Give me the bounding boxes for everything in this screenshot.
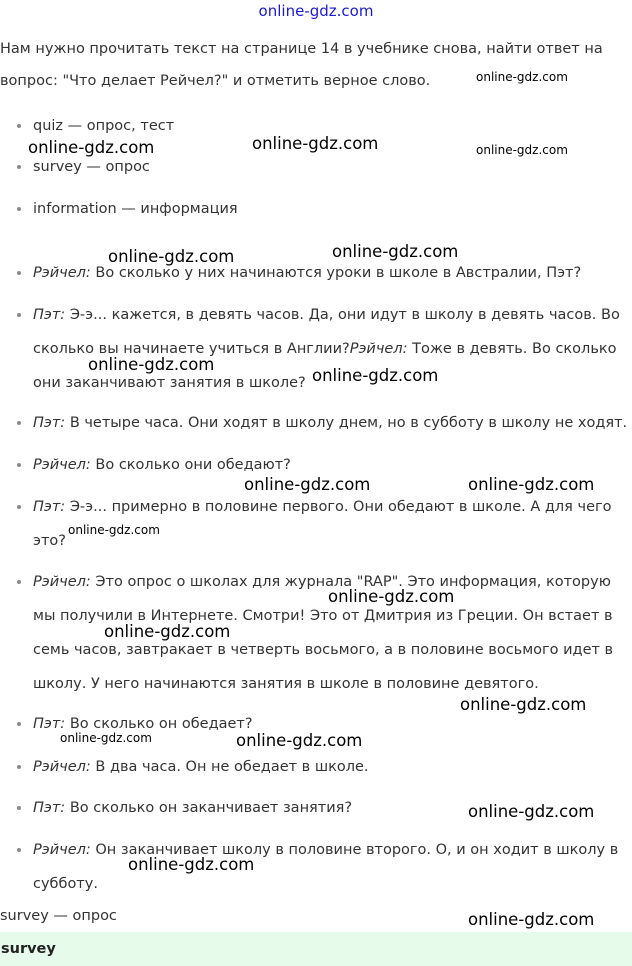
- vocab-text: information — информация: [33, 201, 238, 217]
- vocab-text: quiz — опрос, тест: [33, 118, 175, 134]
- watermark: online-gdz.com: [312, 366, 439, 385]
- answer-highlight: survey: [0, 932, 632, 966]
- dialogue-text: Он заканчивает школу в половине второго. О, и он ходит в школу в субботу.: [33, 842, 619, 892]
- speaker-label: Пэт:: [33, 800, 66, 816]
- dialogue-text: Во сколько они обедают?: [95, 457, 291, 473]
- watermark: online-gdz.com: [28, 138, 155, 157]
- speaker-label: Рэйчел:: [33, 842, 91, 858]
- bullet-icon: [17, 421, 21, 425]
- dialogue-text: Во сколько он заканчивает занятия?: [69, 800, 353, 816]
- speaker-label: Рэйчел:: [33, 759, 91, 775]
- dialogue-text: Во сколько он обедает?: [69, 716, 253, 732]
- dialogue-text: Тоже в девять. Во сколько они заканчивают занятия в школе?: [33, 341, 617, 391]
- bullet-icon: [17, 124, 21, 128]
- speaker-label: Пэт:: [33, 499, 66, 515]
- site-watermark-top: online-gdz.com: [258, 2, 374, 20]
- watermark: online-gdz.com: [128, 855, 255, 874]
- bullet-icon: [17, 271, 21, 275]
- bullet-icon: [17, 722, 21, 726]
- watermark: online-gdz.com: [68, 523, 160, 537]
- speaker-label: Пэт:: [33, 716, 66, 732]
- vocab-item: [0, 192, 628, 226]
- watermark: online-gdz.com: [468, 475, 595, 494]
- watermark: online-gdz.com: [332, 242, 459, 261]
- bullet-icon: [17, 848, 21, 852]
- watermark: online-gdz.com: [328, 587, 455, 606]
- dialogue-text: Э-э... кажется, в девять часов. Да, они идут в школу в девять часов. Во сколько вы начинаете учиться в Англии?: [33, 307, 620, 357]
- dialogue-line: [0, 565, 628, 701]
- dialogue-line: [0, 406, 628, 440]
- dialogue-text: Э-э... примерно в половине первого. Они обедают в школе. А для чего это?: [33, 499, 612, 549]
- watermark: online-gdz.com: [460, 695, 587, 714]
- watermark: online-gdz.com: [236, 731, 363, 750]
- vocab-text: survey — опрос: [33, 159, 150, 175]
- summary-line: survey — опрос: [0, 908, 117, 924]
- watermark: online-gdz.com: [476, 143, 568, 157]
- watermark: online-gdz.com: [108, 247, 235, 266]
- speaker-label: Пэт:: [33, 415, 66, 431]
- dialogue-text: Во сколько у них начинаются уроки в школе в Австралии, Пэт?: [95, 265, 582, 281]
- task-intro: Нам нужно прочитать текст на странице 14 в учебнике снова, найти ответ на вопрос: "Что делает Рейчел?" и отметить верное слово.: [0, 41, 603, 89]
- bullet-icon: [17, 765, 21, 769]
- watermark: online-gdz.com: [104, 622, 231, 641]
- speaker-label: Рэйчел:: [33, 265, 91, 281]
- dialogue-text: В два часа. Он не обедает в школе.: [95, 759, 369, 775]
- speaker-label: Рэйчел:: [349, 341, 408, 357]
- bullet-icon: [17, 313, 21, 317]
- speaker-label: Рэйчел:: [33, 457, 91, 473]
- bullet-icon: [17, 207, 21, 211]
- dialogue-text: В четыре часа. Они ходят в школу днем, но в субботу в школу не ходят.: [69, 415, 628, 431]
- watermark: online-gdz.com: [244, 475, 371, 494]
- watermark: online-gdz.com: [60, 731, 152, 745]
- dialogue-line: [0, 833, 628, 901]
- watermark: online-gdz.com: [88, 355, 215, 374]
- watermark: online-gdz.com: [476, 70, 568, 84]
- bullet-icon: [17, 165, 21, 169]
- speaker-label: Рэйчел:: [33, 574, 91, 590]
- speaker-label: Пэт:: [33, 307, 66, 323]
- watermark: online-gdz.com: [468, 910, 595, 929]
- dialogue-line: [0, 750, 628, 784]
- bullet-icon: [17, 463, 21, 467]
- bullet-icon: [17, 505, 21, 509]
- bullet-icon: [17, 580, 21, 584]
- dialogue-line: [0, 256, 628, 290]
- bullet-icon: [17, 806, 21, 810]
- watermark: online-gdz.com: [252, 134, 379, 153]
- watermark: online-gdz.com: [468, 802, 595, 821]
- dialogue-text: Это опрос о школах для журнала "RAP". Это информация, которую мы получили в Интернете. Смотри! Это от Дмитрия из Греции. Он встает в семь часов, завтракает в четверть восьмого, а в половине восьмого идет в школу. У него начинаются занятия в школе в половине девятого.: [33, 574, 614, 692]
